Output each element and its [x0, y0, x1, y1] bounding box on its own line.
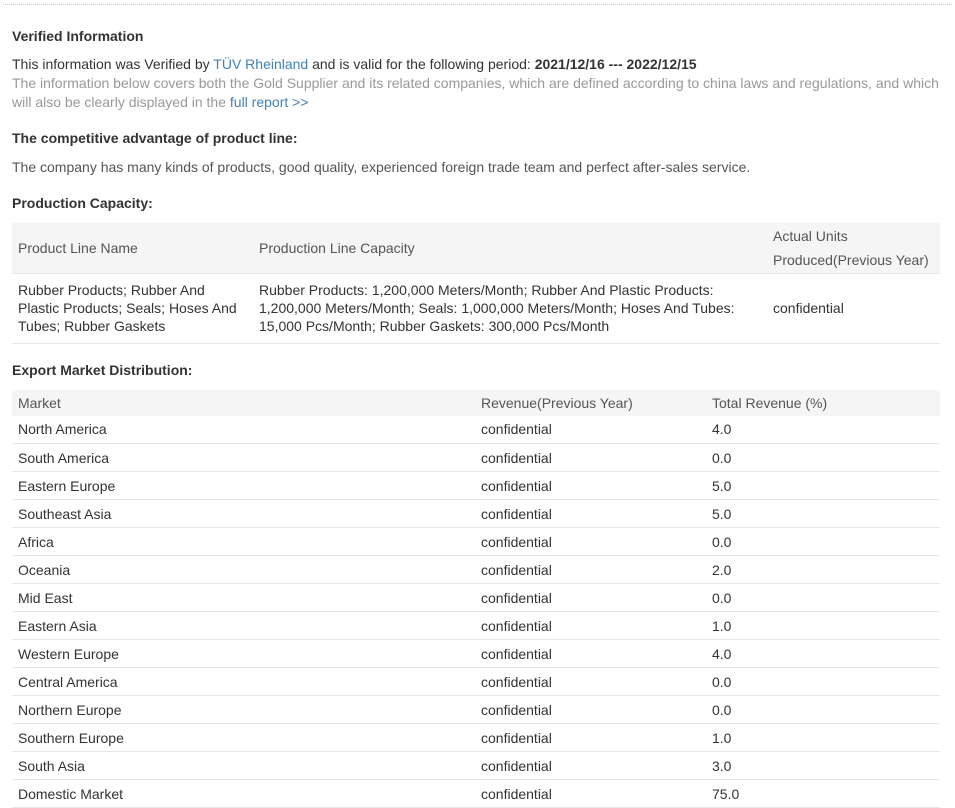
revenue-cell: confidential: [475, 752, 706, 780]
revenue-cell: confidential: [475, 640, 706, 668]
verified-information-section: [0, 28, 955, 808]
market-cell: Northern Europe: [12, 696, 475, 724]
total-revenue-cell: 4.0: [706, 416, 940, 444]
table-row: [12, 556, 940, 584]
total-revenue-cell: 1.0: [706, 724, 940, 752]
table-row: [12, 668, 940, 696]
total-revenue-cell: 0.0: [706, 444, 940, 472]
total-revenue-cell: 0.0: [706, 584, 940, 612]
column-header-product-line-name: Product Line Name: [12, 223, 253, 273]
revenue-cell: confidential: [475, 612, 706, 640]
total-revenue-cell: 3.0: [706, 752, 940, 780]
verifier-link[interactable]: TÜV Rheinland: [213, 56, 308, 72]
full-report-link[interactable]: full report >>: [230, 94, 309, 110]
column-header-total-revenue: Total Revenue (%): [706, 390, 940, 416]
market-cell: Eastern Europe: [12, 472, 475, 500]
verification-statement-suffix: and is valid for the following period:: [312, 56, 531, 72]
market-cell: Southeast Asia: [12, 500, 475, 528]
revenue-cell: confidential: [475, 724, 706, 752]
market-cell: Eastern Asia: [12, 612, 475, 640]
total-revenue-cell: 5.0: [706, 500, 940, 528]
export-market-tbody: [12, 416, 940, 808]
revenue-cell: confidential: [475, 500, 706, 528]
production-capacity-header-row: [12, 223, 940, 273]
revenue-cell: confidential: [475, 416, 706, 444]
table-row: [12, 472, 940, 500]
table-row: [12, 780, 940, 808]
table-row: [12, 584, 940, 612]
market-cell: Oceania: [12, 556, 475, 584]
table-row: [12, 696, 940, 724]
verification-statement: [12, 55, 940, 74]
market-cell: Africa: [12, 528, 475, 556]
total-revenue-cell: 75.0: [706, 780, 940, 808]
table-row: [12, 444, 940, 472]
competitive-advantage-text: The company has many kinds of products, good quality, experienced foreign trade team and perfect after-sales service.: [12, 158, 940, 177]
table-row: [12, 752, 940, 780]
production-capacity-row: [12, 273, 940, 343]
revenue-cell: confidential: [475, 696, 706, 724]
revenue-cell: confidential: [475, 528, 706, 556]
export-market-table: [12, 390, 940, 808]
table-row: [12, 528, 940, 556]
market-cell: Mid East: [12, 584, 475, 612]
production-capacity-title: Production Capacity:: [12, 195, 940, 211]
table-row: [12, 612, 940, 640]
competitive-advantage-title: The competitive advantage of product line:: [12, 130, 940, 146]
revenue-cell: confidential: [475, 780, 706, 808]
revenue-cell: confidential: [475, 556, 706, 584]
revenue-cell: confidential: [475, 584, 706, 612]
column-header-revenue: Revenue(Previous Year): [475, 390, 706, 416]
production-line-capacity-cell: Rubber Products: 1,200,000 Meters/Month; Rubber And Plastic Products: 1,200,000 Meters/Month; Seals: 1,000,000 Meters/Month; Hoses And Tubes: 15,000 Pcs/Month; Rubber Gaskets: 300,000 Pcs/Month: [253, 273, 767, 343]
export-market-header-row: [12, 390, 940, 416]
export-market-title: Export Market Distribution:: [12, 362, 940, 378]
validity-period: 2021/12/16 --- 2022/12/15: [535, 56, 697, 72]
market-cell: Western Europe: [12, 640, 475, 668]
table-row: [12, 724, 940, 752]
column-header-market: Market: [12, 390, 475, 416]
total-revenue-cell: 5.0: [706, 472, 940, 500]
table-row: [12, 500, 940, 528]
revenue-cell: confidential: [475, 472, 706, 500]
product-line-name-cell: Rubber Products; Rubber And Plastic Products; Seals; Hoses And Tubes; Rubber Gaskets: [12, 273, 253, 343]
verification-statement-prefix: This information was Verified by: [12, 56, 210, 72]
actual-units-cell: confidential: [767, 273, 940, 343]
market-cell: Southern Europe: [12, 724, 475, 752]
verification-disclaimer-text: The information below covers both the Gold Supplier and its related companies, which are defined according to china laws and regulations, and which will also be clearly displayed in the: [12, 75, 939, 110]
market-cell: Domestic Market: [12, 780, 475, 808]
revenue-cell: confidential: [475, 444, 706, 472]
total-revenue-cell: 0.0: [706, 696, 940, 724]
verification-disclaimer: [12, 74, 940, 112]
total-revenue-cell: 1.0: [706, 612, 940, 640]
market-cell: South America: [12, 444, 475, 472]
column-header-production-line-capacity: Production Line Capacity: [253, 223, 767, 273]
total-revenue-cell: 2.0: [706, 556, 940, 584]
market-cell: South Asia: [12, 752, 475, 780]
revenue-cell: confidential: [475, 668, 706, 696]
market-cell: North America: [12, 416, 475, 444]
top-dotted-divider: [3, 4, 952, 5]
verified-information-title: Verified Information: [12, 28, 940, 44]
total-revenue-cell: 0.0: [706, 668, 940, 696]
table-row: [12, 640, 940, 668]
table-row: [12, 416, 940, 444]
total-revenue-cell: 0.0: [706, 528, 940, 556]
column-header-actual-units: Actual Units Produced(Previous Year): [767, 223, 940, 273]
total-revenue-cell: 4.0: [706, 640, 940, 668]
production-capacity-table: [12, 223, 940, 344]
market-cell: Central America: [12, 668, 475, 696]
